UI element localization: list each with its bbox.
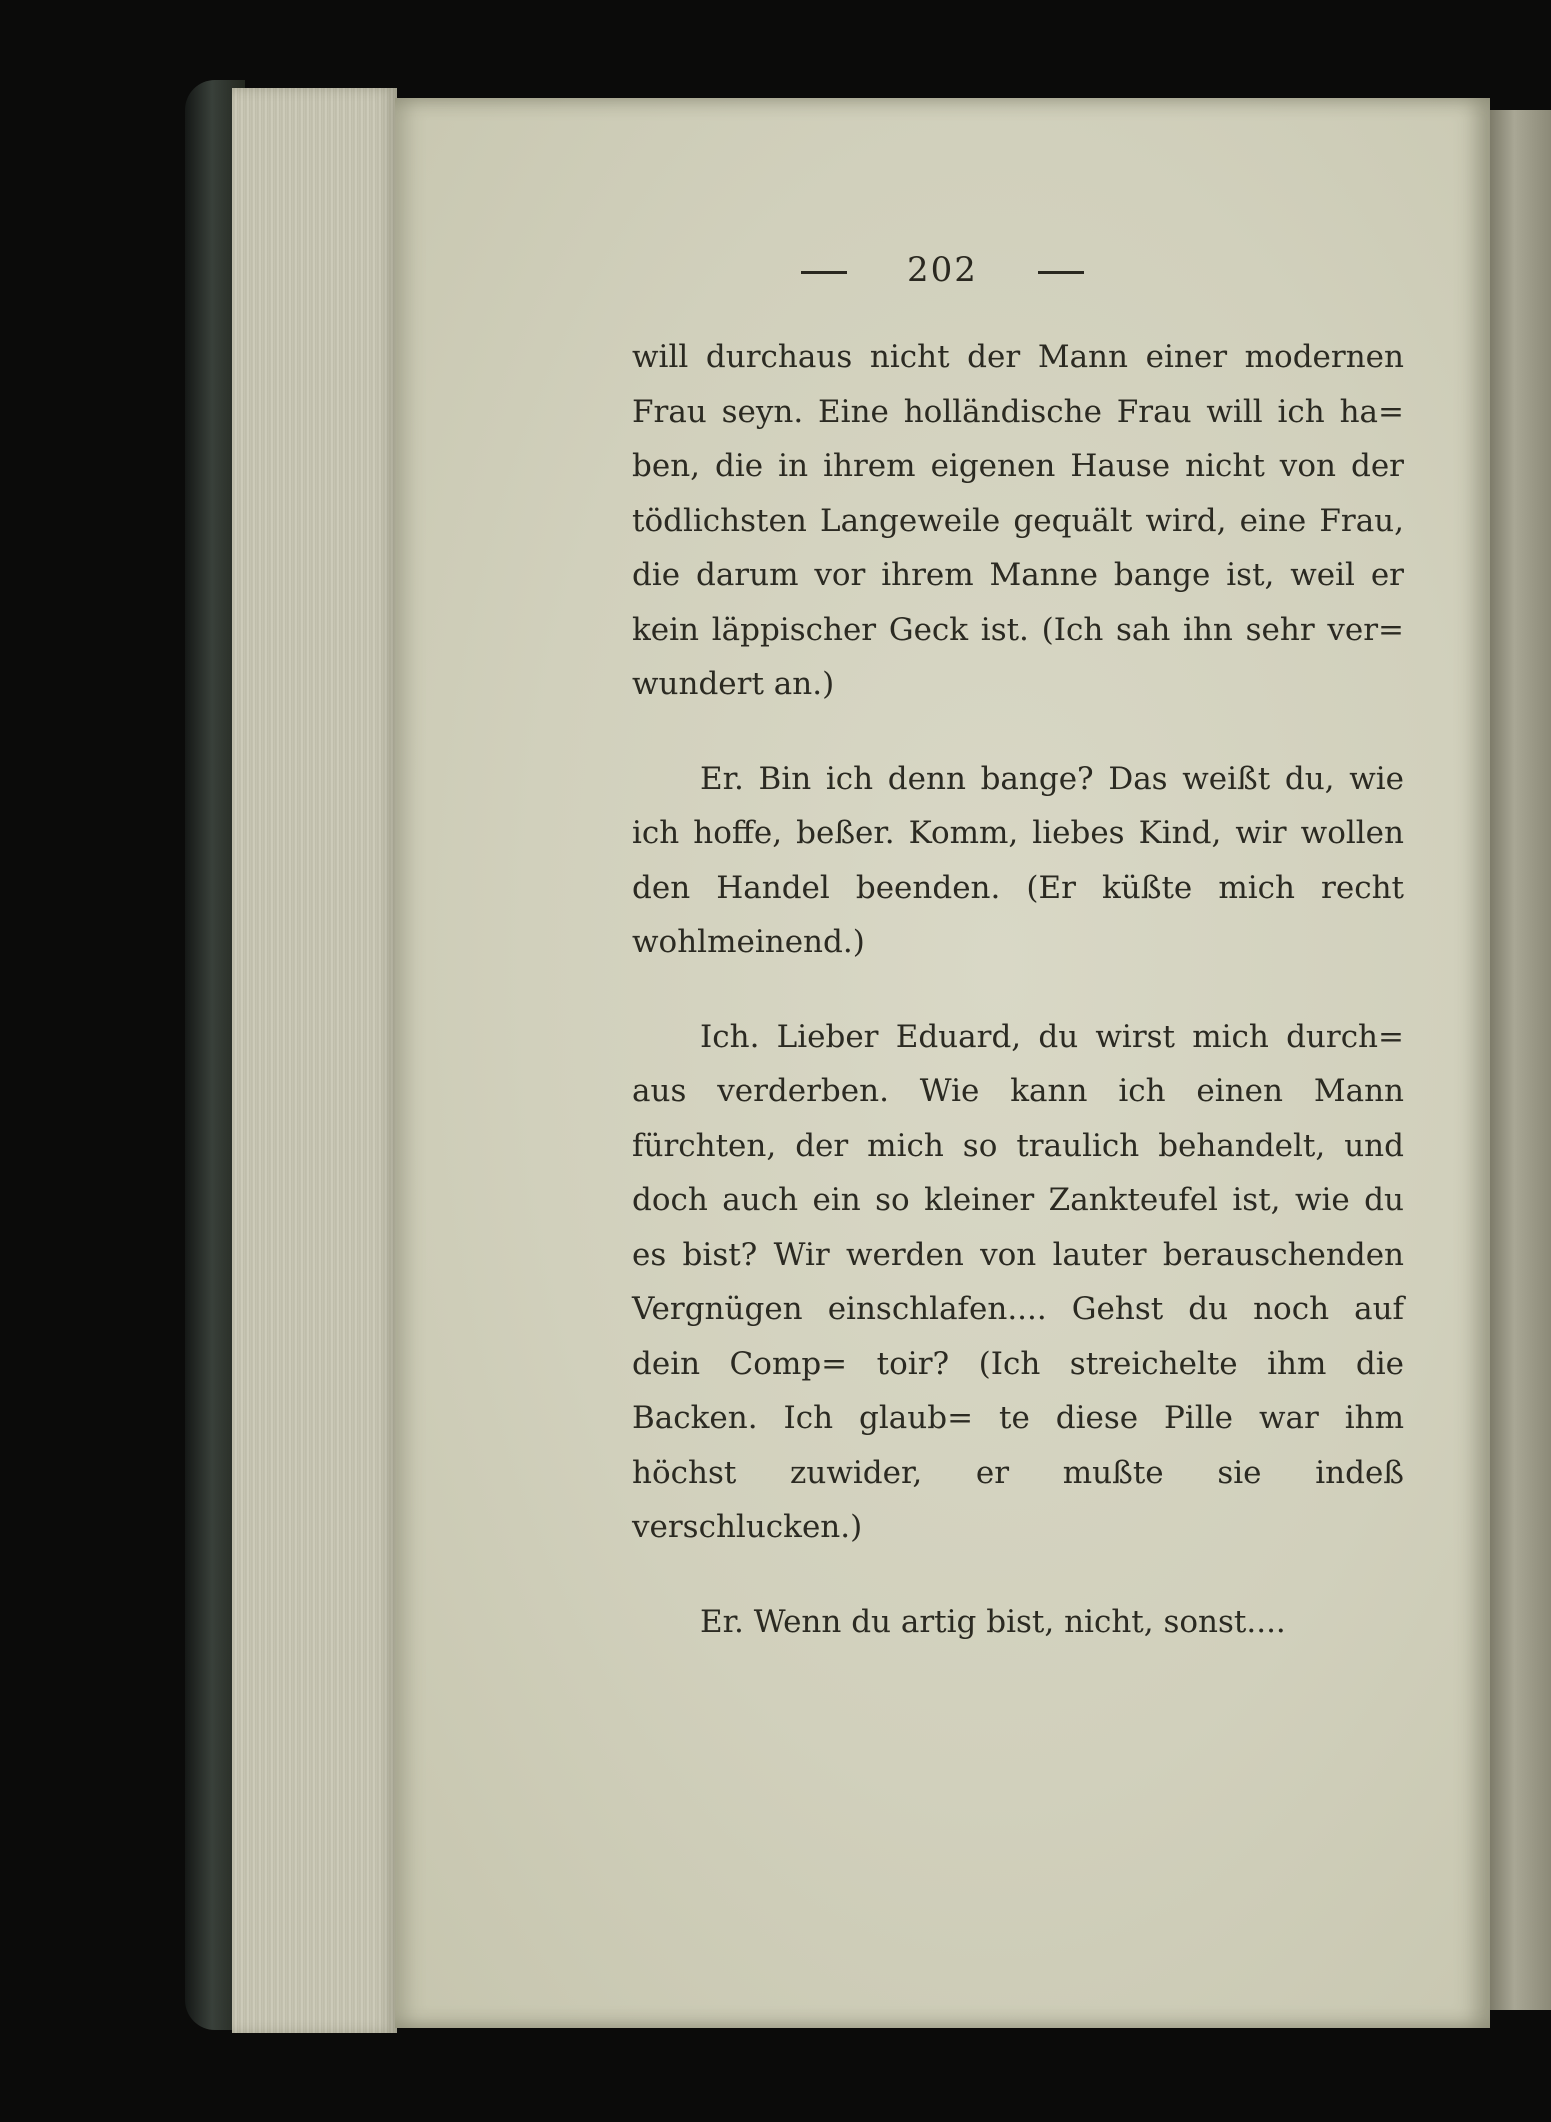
text-line: einschlafen.... Gehst du noch auf dein Comp= bbox=[632, 1291, 1405, 1382]
text-line: wundert an.) bbox=[632, 666, 835, 702]
paragraph-3 bbox=[632, 1010, 1404, 1555]
header-dash-right bbox=[1038, 271, 1084, 274]
text-line: Wir werden von lauter berauschenden Vergnügen bbox=[632, 1236, 1405, 1327]
header-dash-left bbox=[801, 271, 847, 274]
paragraph-1 bbox=[632, 330, 1404, 712]
text-line: aus verderben. Wie kann ich einen Mann bbox=[632, 1073, 1404, 1109]
text-line: will durchaus nicht der Mann einer modernen bbox=[632, 339, 1404, 375]
text-line: toir? (Ich streichelte ihm die Backen. Ich glaub= bbox=[632, 1345, 1404, 1436]
text-line: ben, die in ihrem eigenen Hause nicht von der bbox=[632, 448, 1404, 484]
body-text bbox=[632, 330, 1404, 1649]
text-line: Er. Wenn du artig bist, nicht, sonst.... bbox=[700, 1603, 1286, 1640]
text-line: te diese Pille war ihm höchst zuwider, er mußte bbox=[632, 1400, 1405, 1491]
facing-page-edge bbox=[1490, 110, 1551, 2010]
text-line: die darum vor ihrem Manne bange ist, weil er bbox=[632, 557, 1404, 593]
text-line: Ich. Lieber Eduard, du wirst mich durch= bbox=[700, 1018, 1404, 1055]
text-line: Er. Bin ich denn bange? Das weißt du, bbox=[700, 760, 1335, 797]
page-header bbox=[395, 250, 1490, 290]
text-line: auch ein so kleiner Zankteufel ist, wie du es bist? bbox=[632, 1182, 1404, 1273]
text-line: sie indeß verschlucken.) bbox=[632, 1454, 1404, 1545]
paragraph-4 bbox=[632, 1595, 1404, 1650]
page-edges bbox=[232, 88, 397, 2033]
page-number: 202 bbox=[907, 250, 978, 290]
text-line: tödlichsten Langeweile gequält wird, eine Frau, bbox=[632, 502, 1404, 539]
paragraph-2 bbox=[632, 752, 1404, 970]
text-line: wollen den Handel beenden. (Er küßte mich bbox=[632, 815, 1404, 906]
text-line: kein läppischer Geck ist. (Ich sah ihn sehr ver= bbox=[632, 611, 1404, 648]
text-line: fürchten, der mich so traulich behandelt, und doch bbox=[632, 1127, 1404, 1218]
text-line: wie ich hoffe, beßer. Komm, liebes Kind, wir bbox=[632, 760, 1404, 851]
text-line: recht wohlmeinend.) bbox=[632, 869, 1404, 960]
text-line: Frau seyn. Eine holländische Frau will ich ha= bbox=[632, 393, 1404, 430]
